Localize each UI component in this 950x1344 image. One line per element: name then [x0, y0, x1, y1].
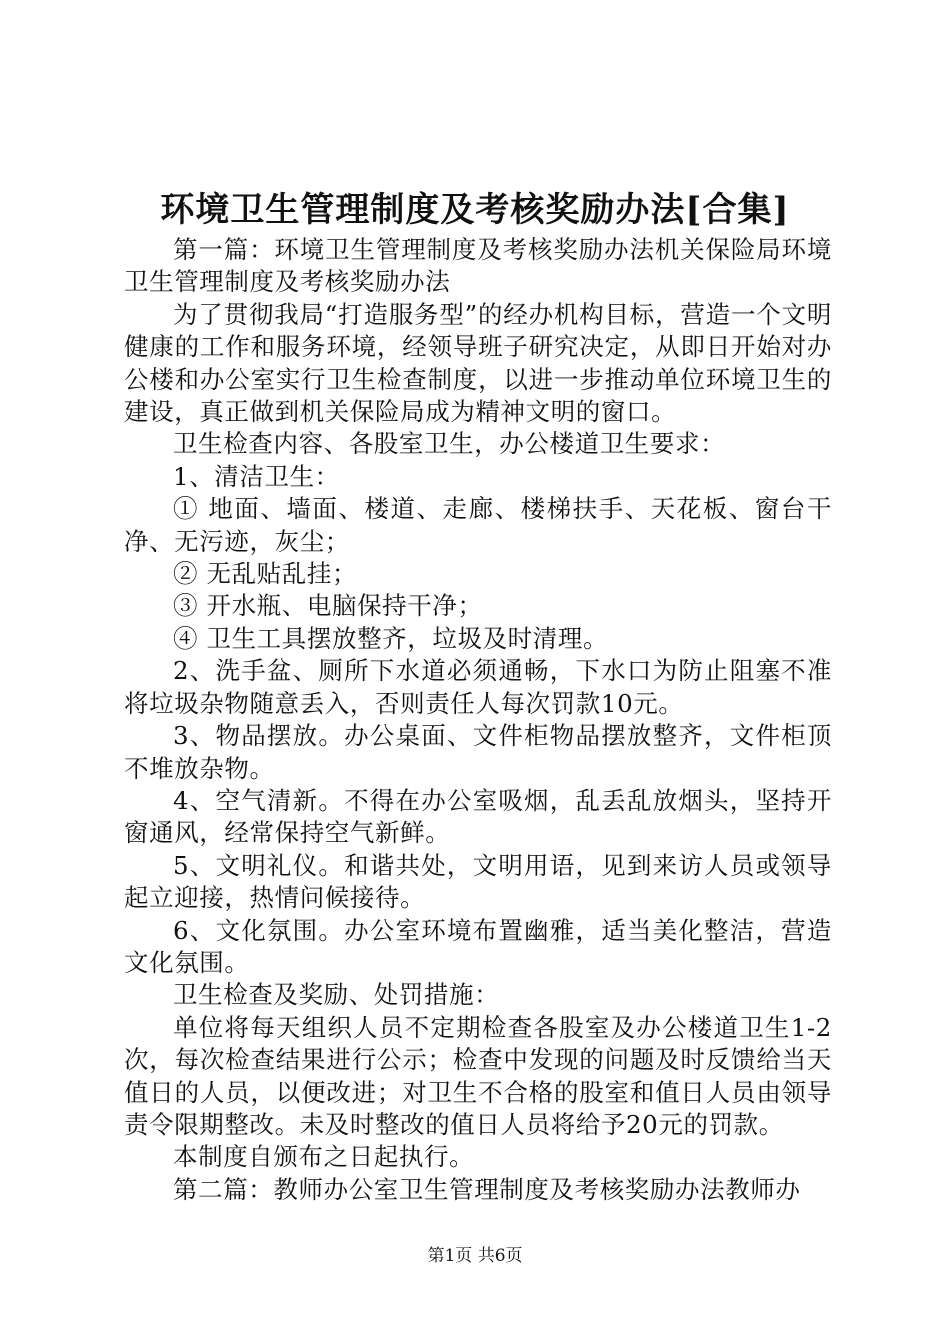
- paragraph: ③ 开水瓶、电脑保持干净；: [173, 591, 483, 621]
- paragraph: 为了贯彻我局“打造服务型”的经办机构目标，营造一个文明健康的工作和服务环境，经领导班子研究决定，从即日开始对办公楼和办公室实行卫生检查制度，以进一步推动单位环境卫生的建设，真正做到机关保险局成为精神文明的窗口。: [124, 299, 832, 427]
- paragraph: 6、文化氛围。办公室环境布置幽雅，适当美化整洁，营造文化氛围。: [124, 915, 832, 977]
- paragraph: ④ 卫生工具摆放整齐，垃圾及时清理。: [173, 623, 609, 653]
- paragraph: 第一篇：环境卫生管理制度及考核奖励办法机关保险局环境卫生管理制度及考核奖励办法: [124, 235, 832, 297]
- paragraph: 3、物品摆放。办公桌面、文件柜物品摆放整齐，文件柜顶不堆放杂物。: [124, 721, 832, 783]
- document-body: [124, 234, 832, 1206]
- paragraph: 第二篇：教师办公室卫生管理制度及考核奖励办法教师办: [173, 1174, 801, 1204]
- paragraph: ① 地面、墙面、楼道、走廊、楼梯扶手、天花板、窗台干净、无污迹，灰尘；: [124, 494, 832, 556]
- paragraph: 2、洗手盆、厕所下水道必须通畅，下水口为防止阻塞不准将垃圾杂物随意丢入，否则责任人每次罚款10元。: [124, 656, 832, 718]
- paragraph: 1、清洁卫生：: [173, 461, 340, 491]
- paragraph: 4、空气清新。不得在办公室吸烟，乱丢乱放烟头，坚持开窗通风，经常保持空气新鲜。: [124, 785, 832, 848]
- page-number-footer: 第1页 共6页: [427, 1246, 523, 1266]
- paragraph: ② 无乱贴乱挂；: [173, 559, 358, 589]
- paragraph: 单位将每天组织人员不定期检查各股室及办公楼道卫生1-2次，每次检查结果进行公示；检查中发现的问题及时反馈给当天值日的人员，以便改进；对卫生不合格的股室和值日人员由领导责令限期整改。未及时整改的值日人员将给予20元的罚款。: [124, 1012, 832, 1139]
- document-title: 环境卫生管理制度及考核奖励办法[合集]: [160, 190, 790, 230]
- paragraph: 5、文明礼仪。和谐共处，文明用语，见到来访人员或领导起立迎接，热情问候接待。: [124, 850, 832, 913]
- paragraph: 卫生检查内容、各股室卫生，办公楼道卫生要求：: [173, 429, 726, 459]
- paragraph: 卫生检查及奖励、处罚措施：: [173, 980, 500, 1010]
- paragraph: 本制度自颁布之日起执行。: [173, 1142, 475, 1172]
